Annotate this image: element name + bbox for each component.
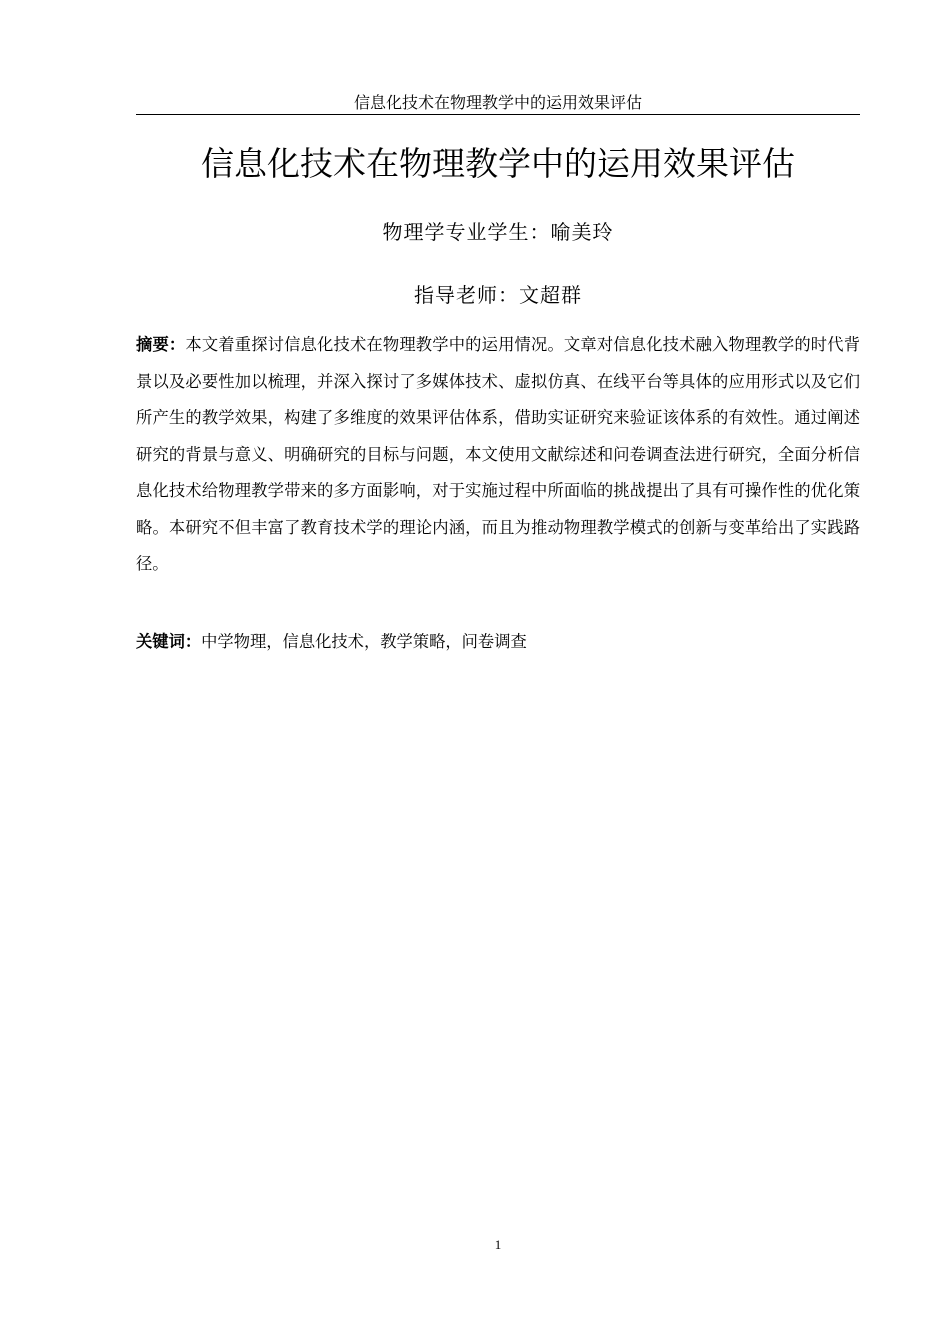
paper-title: 信息化技术在物理教学中的运用效果评估 <box>201 144 795 183</box>
keywords-label: 关键词： <box>136 632 202 651</box>
advisor-line: 指导老师：文超群 <box>414 283 582 307</box>
abstract <box>136 327 860 583</box>
header-rule <box>136 114 860 115</box>
abstract-label: 摘要： <box>136 335 186 354</box>
page-number: 1 <box>494 1237 502 1252</box>
keywords-text: 中学物理，信息化技术，教学策略，问卷调查 <box>201 632 527 651</box>
keywords <box>136 624 860 661</box>
running-header: 信息化技术在物理教学中的运用效果评估 <box>353 93 642 112</box>
author-line: 物理学专业学生：喻美玲 <box>382 220 614 244</box>
abstract-text: 本文着重探讨信息化技术在物理教学中的运用情况。文章对信息化技术融入物理教学的时代背景以及必要性加以梳理，并深入探讨了多媒体技术、虚拟仿真、在线平台等具体的应用形式以及它们所产生的教学效果，构建了多维度的效果评估体系，借助实证研究来验证该体系的有效性。通过阐述研究的背景与意义、明确研究的目标与问题，本文使用文献综述和问卷调查法进行研究，全面分析信息化技术给物理教学带来的多方面影响，对于实施过程中所面临的挑战提出了具有可操作性的优化策略。本研究不但丰富了教育技术学的理论内涵，而且为推动物理教学模式的创新与变革给出了实践路径。 <box>136 335 860 573</box>
